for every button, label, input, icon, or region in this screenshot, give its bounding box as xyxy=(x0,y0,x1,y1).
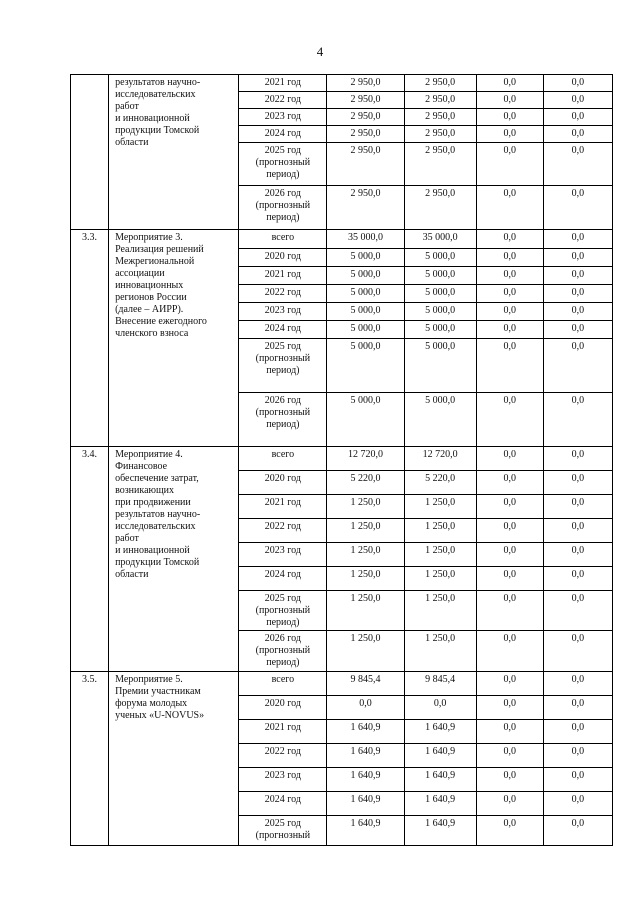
other-value-cell: 0,0 xyxy=(543,321,612,339)
other-value-cell: 0,0 xyxy=(543,126,612,143)
period-cell: 2023 год xyxy=(239,109,327,126)
total-value-cell: 1 640,9 xyxy=(327,816,404,846)
total-value-cell: 2 950,0 xyxy=(327,143,404,186)
total-value-cell: 1 640,9 xyxy=(327,720,404,744)
other-value-cell: 0,0 xyxy=(543,768,612,792)
federal-value-cell: 0,0 xyxy=(476,672,543,696)
other-value-cell: 0,0 xyxy=(543,471,612,495)
table-row xyxy=(71,230,613,249)
section-number xyxy=(71,75,109,230)
other-value-cell: 0,0 xyxy=(543,744,612,768)
table-row xyxy=(71,672,613,696)
budget-value-cell: 1 250,0 xyxy=(404,495,476,519)
total-value-cell: 2 950,0 xyxy=(327,75,404,92)
period-cell: 2024 год xyxy=(239,126,327,143)
budget-value-cell: 1 250,0 xyxy=(404,567,476,591)
period-cell: 2020 год xyxy=(239,471,327,495)
total-value-cell: 5 220,0 xyxy=(327,471,404,495)
federal-value-cell: 0,0 xyxy=(476,591,543,631)
other-value-cell: 0,0 xyxy=(543,720,612,744)
period-cell: 2021 год xyxy=(239,495,327,519)
federal-value-cell: 0,0 xyxy=(476,321,543,339)
other-value-cell: 0,0 xyxy=(543,672,612,696)
total-value-cell: 1 250,0 xyxy=(327,519,404,543)
federal-value-cell: 0,0 xyxy=(476,447,543,471)
total-value-cell: 2 950,0 xyxy=(327,109,404,126)
budget-value-cell: 1 250,0 xyxy=(404,591,476,631)
period-cell: 2023 год xyxy=(239,543,327,567)
budget-value-cell: 5 000,0 xyxy=(404,267,476,285)
federal-value-cell: 0,0 xyxy=(476,519,543,543)
budget-value-cell: 2 950,0 xyxy=(404,143,476,186)
budget-value-cell: 12 720,0 xyxy=(404,447,476,471)
period-cell: 2024 год xyxy=(239,567,327,591)
budget-value-cell: 5 000,0 xyxy=(404,339,476,393)
period-cell: 2023 год xyxy=(239,303,327,321)
federal-value-cell: 0,0 xyxy=(476,792,543,816)
section-number: 3.4. xyxy=(71,447,109,672)
period-cell: 2020 год xyxy=(239,696,327,720)
budget-value-cell: 2 950,0 xyxy=(404,109,476,126)
total-value-cell: 5 000,0 xyxy=(327,339,404,393)
section-description: результатов научно- исследовательских работ и инновационной продукции Томской области xyxy=(109,75,239,230)
section-description: Мероприятие 4. Финансовое обеспечение затрат, возникающих при продвижении результатов научно- исследовательских работ и инновационной продукции Томской области xyxy=(109,447,239,672)
budget-value-cell: 5 000,0 xyxy=(404,249,476,267)
other-value-cell: 0,0 xyxy=(543,230,612,249)
total-value-cell: 5 000,0 xyxy=(327,393,404,447)
budget-value-cell: 2 950,0 xyxy=(404,186,476,230)
total-value-cell: 5 000,0 xyxy=(327,321,404,339)
budget-value-cell: 1 640,9 xyxy=(404,744,476,768)
other-value-cell: 0,0 xyxy=(543,143,612,186)
period-cell: 2026 год (прогнозный период) xyxy=(239,393,327,447)
total-value-cell: 1 250,0 xyxy=(327,495,404,519)
budget-value-cell: 5 000,0 xyxy=(404,285,476,303)
period-cell: 2024 год xyxy=(239,321,327,339)
federal-value-cell: 0,0 xyxy=(476,768,543,792)
period-cell: 2023 год xyxy=(239,768,327,792)
other-value-cell: 0,0 xyxy=(543,267,612,285)
other-value-cell: 0,0 xyxy=(543,249,612,267)
section-description: Мероприятие 5. Премии участникам форума молодых ученых «U-NOVUS» xyxy=(109,672,239,846)
budget-value-cell: 2 950,0 xyxy=(404,75,476,92)
total-value-cell: 1 640,9 xyxy=(327,792,404,816)
total-value-cell: 1 640,9 xyxy=(327,744,404,768)
federal-value-cell: 0,0 xyxy=(476,75,543,92)
budget-table xyxy=(70,74,613,846)
total-value-cell: 5 000,0 xyxy=(327,249,404,267)
budget-value-cell: 9 845,4 xyxy=(404,672,476,696)
period-cell: 2026 год (прогнозный период) xyxy=(239,186,327,230)
budget-value-cell: 1 250,0 xyxy=(404,543,476,567)
total-value-cell: 5 000,0 xyxy=(327,303,404,321)
total-value-cell: 2 950,0 xyxy=(327,126,404,143)
other-value-cell: 0,0 xyxy=(543,92,612,109)
federal-value-cell: 0,0 xyxy=(476,109,543,126)
budget-value-cell: 1 640,9 xyxy=(404,720,476,744)
other-value-cell: 0,0 xyxy=(543,186,612,230)
federal-value-cell: 0,0 xyxy=(476,230,543,249)
federal-value-cell: 0,0 xyxy=(476,495,543,519)
budget-value-cell: 5 000,0 xyxy=(404,393,476,447)
other-value-cell: 0,0 xyxy=(543,543,612,567)
section-number: 3.5. xyxy=(71,672,109,846)
other-value-cell: 0,0 xyxy=(543,631,612,672)
federal-value-cell: 0,0 xyxy=(476,471,543,495)
period-cell: 2022 год xyxy=(239,285,327,303)
period-cell: 2022 год xyxy=(239,92,327,109)
other-value-cell: 0,0 xyxy=(543,519,612,543)
federal-value-cell: 0,0 xyxy=(476,339,543,393)
table-row xyxy=(71,75,613,92)
federal-value-cell: 0,0 xyxy=(476,186,543,230)
total-value-cell: 1 250,0 xyxy=(327,567,404,591)
federal-value-cell: 0,0 xyxy=(476,303,543,321)
other-value-cell: 0,0 xyxy=(543,696,612,720)
federal-value-cell: 0,0 xyxy=(476,720,543,744)
period-cell: всего xyxy=(239,672,327,696)
federal-value-cell: 0,0 xyxy=(476,393,543,447)
period-cell: 2025 год (прогнозный период) xyxy=(239,339,327,393)
budget-value-cell: 1 640,9 xyxy=(404,792,476,816)
other-value-cell: 0,0 xyxy=(543,816,612,846)
federal-value-cell: 0,0 xyxy=(476,285,543,303)
period-cell: 2021 год xyxy=(239,75,327,92)
total-value-cell: 1 640,9 xyxy=(327,768,404,792)
budget-value-cell: 1 640,9 xyxy=(404,768,476,792)
budget-value-cell: 1 640,9 xyxy=(404,816,476,846)
period-cell: 2022 год xyxy=(239,519,327,543)
federal-value-cell: 0,0 xyxy=(476,126,543,143)
table-row xyxy=(71,447,613,471)
budget-value-cell: 5 000,0 xyxy=(404,321,476,339)
federal-value-cell: 0,0 xyxy=(476,744,543,768)
period-cell: 2025 год (прогнозный xyxy=(239,816,327,846)
total-value-cell: 1 250,0 xyxy=(327,591,404,631)
other-value-cell: 0,0 xyxy=(543,303,612,321)
federal-value-cell: 0,0 xyxy=(476,816,543,846)
period-cell: всего xyxy=(239,447,327,471)
budget-table-body xyxy=(71,75,613,846)
total-value-cell: 1 250,0 xyxy=(327,543,404,567)
federal-value-cell: 0,0 xyxy=(476,143,543,186)
other-value-cell: 0,0 xyxy=(543,447,612,471)
other-value-cell: 0,0 xyxy=(543,75,612,92)
period-cell: 2021 год xyxy=(239,720,327,744)
budget-value-cell: 1 250,0 xyxy=(404,631,476,672)
federal-value-cell: 0,0 xyxy=(476,543,543,567)
period-cell: 2025 год (прогнозный период) xyxy=(239,591,327,631)
total-value-cell: 1 250,0 xyxy=(327,631,404,672)
other-value-cell: 0,0 xyxy=(543,591,612,631)
budget-value-cell: 0,0 xyxy=(404,696,476,720)
period-cell: 2024 год xyxy=(239,792,327,816)
period-cell: 2026 год (прогнозный период) xyxy=(239,631,327,672)
total-value-cell: 2 950,0 xyxy=(327,186,404,230)
total-value-cell: 12 720,0 xyxy=(327,447,404,471)
period-cell: 2022 год xyxy=(239,744,327,768)
budget-value-cell: 35 000,0 xyxy=(404,230,476,249)
budget-value-cell: 2 950,0 xyxy=(404,126,476,143)
period-cell: 2021 год xyxy=(239,267,327,285)
section-number: 3.3. xyxy=(71,230,109,447)
budget-value-cell: 2 950,0 xyxy=(404,92,476,109)
budget-value-cell: 1 250,0 xyxy=(404,519,476,543)
other-value-cell: 0,0 xyxy=(543,495,612,519)
other-value-cell: 0,0 xyxy=(543,339,612,393)
federal-value-cell: 0,0 xyxy=(476,567,543,591)
other-value-cell: 0,0 xyxy=(543,109,612,126)
other-value-cell: 0,0 xyxy=(543,792,612,816)
period-cell: 2020 год xyxy=(239,249,327,267)
period-cell: всего xyxy=(239,230,327,249)
budget-value-cell: 5 220,0 xyxy=(404,471,476,495)
federal-value-cell: 0,0 xyxy=(476,631,543,672)
total-value-cell: 2 950,0 xyxy=(327,92,404,109)
total-value-cell: 5 000,0 xyxy=(327,267,404,285)
federal-value-cell: 0,0 xyxy=(476,92,543,109)
total-value-cell: 9 845,4 xyxy=(327,672,404,696)
other-value-cell: 0,0 xyxy=(543,285,612,303)
total-value-cell: 35 000,0 xyxy=(327,230,404,249)
federal-value-cell: 0,0 xyxy=(476,696,543,720)
other-value-cell: 0,0 xyxy=(543,393,612,447)
other-value-cell: 0,0 xyxy=(543,567,612,591)
total-value-cell: 5 000,0 xyxy=(327,285,404,303)
federal-value-cell: 0,0 xyxy=(476,249,543,267)
total-value-cell: 0,0 xyxy=(327,696,404,720)
federal-value-cell: 0,0 xyxy=(476,267,543,285)
period-cell: 2025 год (прогнозный период) xyxy=(239,143,327,186)
section-description: Мероприятие 3. Реализация решений Межрегиональной ассоциации инновационных регионов России (далее – АИРР). Внесение ежегодного членского взноса xyxy=(109,230,239,447)
page-number: 4 xyxy=(316,44,324,59)
budget-value-cell: 5 000,0 xyxy=(404,303,476,321)
